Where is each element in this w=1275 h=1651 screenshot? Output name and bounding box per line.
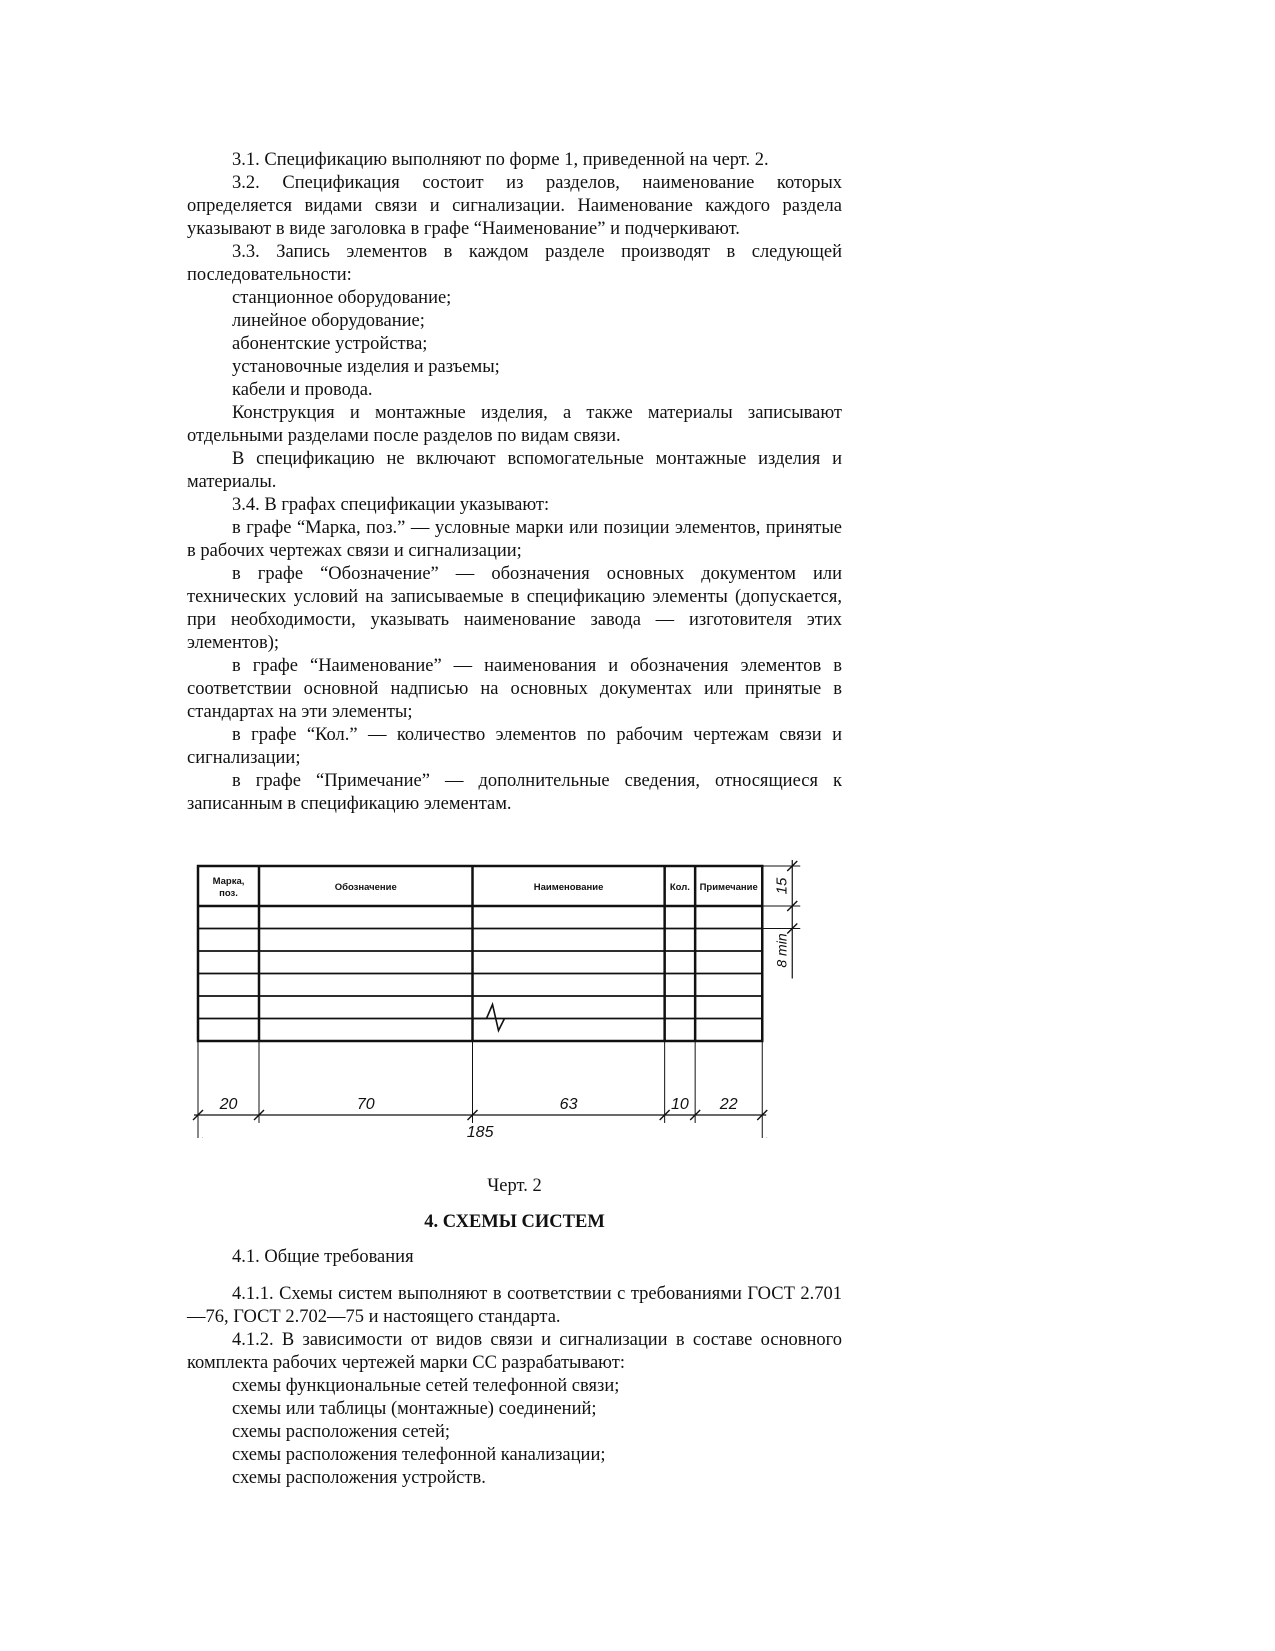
- column-header-label: Примечание: [699, 882, 758, 893]
- paragraph: в графе “Марка, поз.” — условные марки или позиции элементов, принятые в рабочих чертежах связи и сигнализации;: [187, 518, 842, 561]
- paragraph: в графе “Наименование” — наименования и обозначения элементов в соответствии основной надписью на основных документах или принятые в стандартах на эти элементы;: [187, 656, 842, 722]
- column-width-label: 63: [559, 1096, 578, 1113]
- paragraph: 3.4. В графах спецификации указывают:: [232, 495, 550, 515]
- list-item: станционное оборудование;: [232, 288, 452, 308]
- total-width-label: 185: [466, 1124, 494, 1138]
- list-item: схемы расположения телефонной канализации;: [232, 1445, 606, 1465]
- list-item: кабели и провода.: [232, 380, 373, 400]
- column-width-label: 22: [719, 1096, 738, 1113]
- header-height-label: 15: [773, 877, 791, 895]
- paragraph: 3.2. Спецификация состоит из разделов, наименование которых определяется видами связи и сигнализации. Наименование каждого раздела указывают в виде заголовка в графе “Наименование” и подчеркивают.: [187, 173, 842, 239]
- column-width-label: 10: [671, 1096, 689, 1113]
- list-item: абонентские устройства;: [232, 334, 428, 354]
- paragraph: 3.3. Запись элементов в каждом разделе производят в следующей последовательности:: [187, 242, 842, 285]
- paragraph: в графе “Примечание” — дополнительные сведения, относящиеся к записанным в спецификацию элементам.: [187, 771, 842, 814]
- list-item: схемы расположения устройств.: [232, 1468, 486, 1488]
- list-item: установочные изделия и разъемы;: [232, 357, 500, 377]
- section-4-text: [187, 1283, 842, 1490]
- break-mark: [473, 1005, 505, 1031]
- list-item: схемы расположения сетей;: [232, 1422, 450, 1442]
- paragraph: 4.1.1. Схемы систем выполняют в соответствии с требованиями ГОСТ 2.701—76, ГОСТ 2.702—75 и настоящего стандарта.: [187, 1284, 842, 1327]
- list-item: схемы функциональные сетей телефонной связи;: [232, 1376, 620, 1396]
- paragraph: В спецификацию не включают вспомогательные монтажные изделия и материалы.: [187, 449, 842, 492]
- figure-caption: Черт. 2: [487, 1176, 542, 1196]
- paragraph: Конструкция и монтажные изделия, а также материалы записывают отдельными разделами после разделов по видам связи.: [187, 403, 842, 446]
- list-item: схемы или таблицы (монтажные) соединений;: [232, 1399, 597, 1419]
- column-width-label: 20: [219, 1096, 238, 1113]
- paragraph: в графе “Обозначение” — обозначения основных документом или технических условий на записываемые в спецификацию элементы (допускается, при необходимости, указывать наименование завода — изготовителя этих элементов);: [187, 564, 842, 653]
- row-height-label: 8 min: [773, 933, 790, 968]
- list-item: линейное оборудование;: [232, 311, 425, 331]
- section-3-text: [187, 149, 842, 816]
- section-heading: 4. СХЕМЫ СИСТЕМ: [424, 1212, 605, 1232]
- paragraph: в графе “Кол.” — количество элементов по рабочим чертежам связи и сигнализации;: [187, 725, 842, 768]
- column-header-label: поз.: [219, 888, 238, 899]
- column-width-label: 70: [356, 1096, 375, 1113]
- paragraph: 4.1.2. В зависимости от видов связи и сигнализации в составе основного комплекта рабочих чертежей марки СС разрабатывают:: [187, 1330, 842, 1373]
- column-header-label: Марка,: [212, 876, 245, 887]
- paragraph: 3.1. Спецификацию выполняют по форме 1, приведенной на черт. 2.: [232, 150, 769, 170]
- subsection-heading: 4.1. Общие требования: [232, 1247, 414, 1267]
- specification-form-drawing: [190, 858, 820, 1138]
- column-header-label: Обозначение: [334, 882, 397, 893]
- column-header-label: Кол.: [669, 882, 690, 893]
- column-header-label: Наименование: [533, 882, 604, 893]
